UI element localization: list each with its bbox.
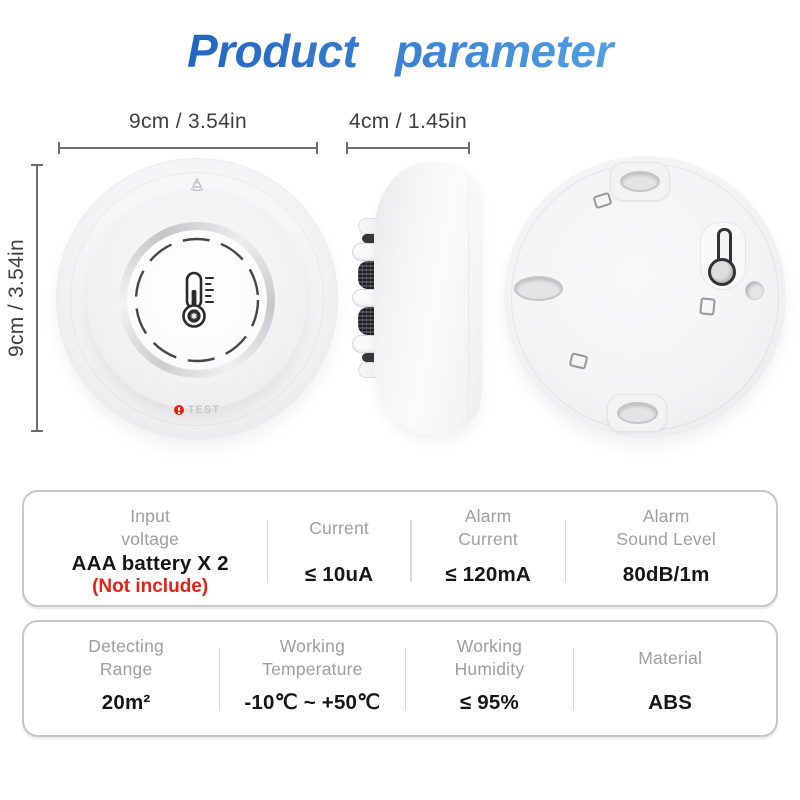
- test-button: [56, 404, 338, 416]
- spec-cell-alarm-current: [412, 504, 564, 598]
- dimension-line-side-depth: [346, 147, 470, 149]
- side-view-smoke-detector: [348, 162, 482, 434]
- spec-value-block: [460, 682, 519, 723]
- spec-value-block: [102, 682, 151, 723]
- dimension-line-front-height: [36, 164, 38, 432]
- mount-slot-bottom: [617, 402, 658, 424]
- spec-value: ≤ 95%: [459, 690, 519, 714]
- front-face-disc: [127, 230, 267, 370]
- spec-note: (Not include): [92, 576, 209, 597]
- dimension-label-side-depth: 4cm / 1.45in: [349, 110, 467, 133]
- dimension-line-front-width: [58, 147, 318, 149]
- spec-label: Alarm Current: [458, 506, 518, 549]
- front-metallic-ring: [119, 222, 275, 378]
- screw-hole: [745, 281, 764, 300]
- spec-value: 80dB/1m: [622, 563, 710, 586]
- spec-value: AAA battery X 2: [71, 552, 229, 575]
- page-title: Product parameter: [0, 24, 800, 78]
- thermometer-icon: [175, 270, 219, 330]
- dimension-label-front-width: 9cm / 3.54in: [129, 110, 247, 133]
- spec-cell-current: [268, 504, 410, 598]
- test-label: TEST: [187, 404, 221, 416]
- spec-value: ≤ 10uA: [304, 563, 374, 586]
- spec-value-block: [445, 552, 531, 598]
- mount-slot-left: [514, 276, 563, 301]
- spec-table-electrical: [22, 490, 778, 607]
- spec-value: ≤ 120mA: [445, 563, 531, 586]
- spec-label: Working Humidity: [454, 636, 525, 679]
- plate-clip: [699, 297, 716, 315]
- spec-value: ABS: [648, 690, 693, 714]
- dimension-label-front-height: 9cm / 3.54in: [5, 239, 28, 357]
- spec-cell-alarm-sound-level: [566, 504, 766, 598]
- mount-boss-top: [610, 162, 670, 201]
- mount-slot-top: [620, 171, 660, 192]
- spec-value-block: [305, 552, 373, 598]
- spec-label: Working Temperature: [262, 636, 363, 679]
- spec-label: Current: [309, 517, 369, 538]
- side-body: [374, 162, 482, 434]
- buzzer-sound-icon: [186, 174, 208, 192]
- spec-value-block: [648, 682, 692, 723]
- spec-label: Alarm Sound Level: [616, 506, 716, 549]
- spec-cell-input-voltage: [34, 504, 266, 598]
- front-view-smoke-detector: [56, 158, 338, 440]
- spec-cell-detecting-range: [34, 634, 218, 723]
- spec-value-block: [244, 682, 380, 723]
- spec-label: Material: [638, 647, 703, 668]
- spec-table-environment: [22, 620, 778, 737]
- mount-boss-bottom: [607, 394, 667, 432]
- spec-value: -10℃ ~ +50℃: [244, 691, 381, 714]
- spec-cell-working-humidity: [407, 634, 573, 723]
- back-view-mounting-plate: [504, 156, 786, 438]
- side-seam-line: [468, 172, 470, 424]
- spec-label: Input voltage: [121, 506, 180, 549]
- spec-label: Detecting Range: [88, 636, 164, 679]
- spec-value: 20m²: [101, 690, 151, 714]
- spec-value-block: [72, 552, 229, 598]
- spec-cell-working-temperature: [220, 634, 404, 723]
- test-indicator-dot: [174, 405, 184, 415]
- keyhole-slot: [700, 222, 746, 290]
- spec-value-block: [623, 552, 710, 598]
- spec-cell-material: [574, 634, 766, 723]
- keyhole-hole: [708, 258, 736, 286]
